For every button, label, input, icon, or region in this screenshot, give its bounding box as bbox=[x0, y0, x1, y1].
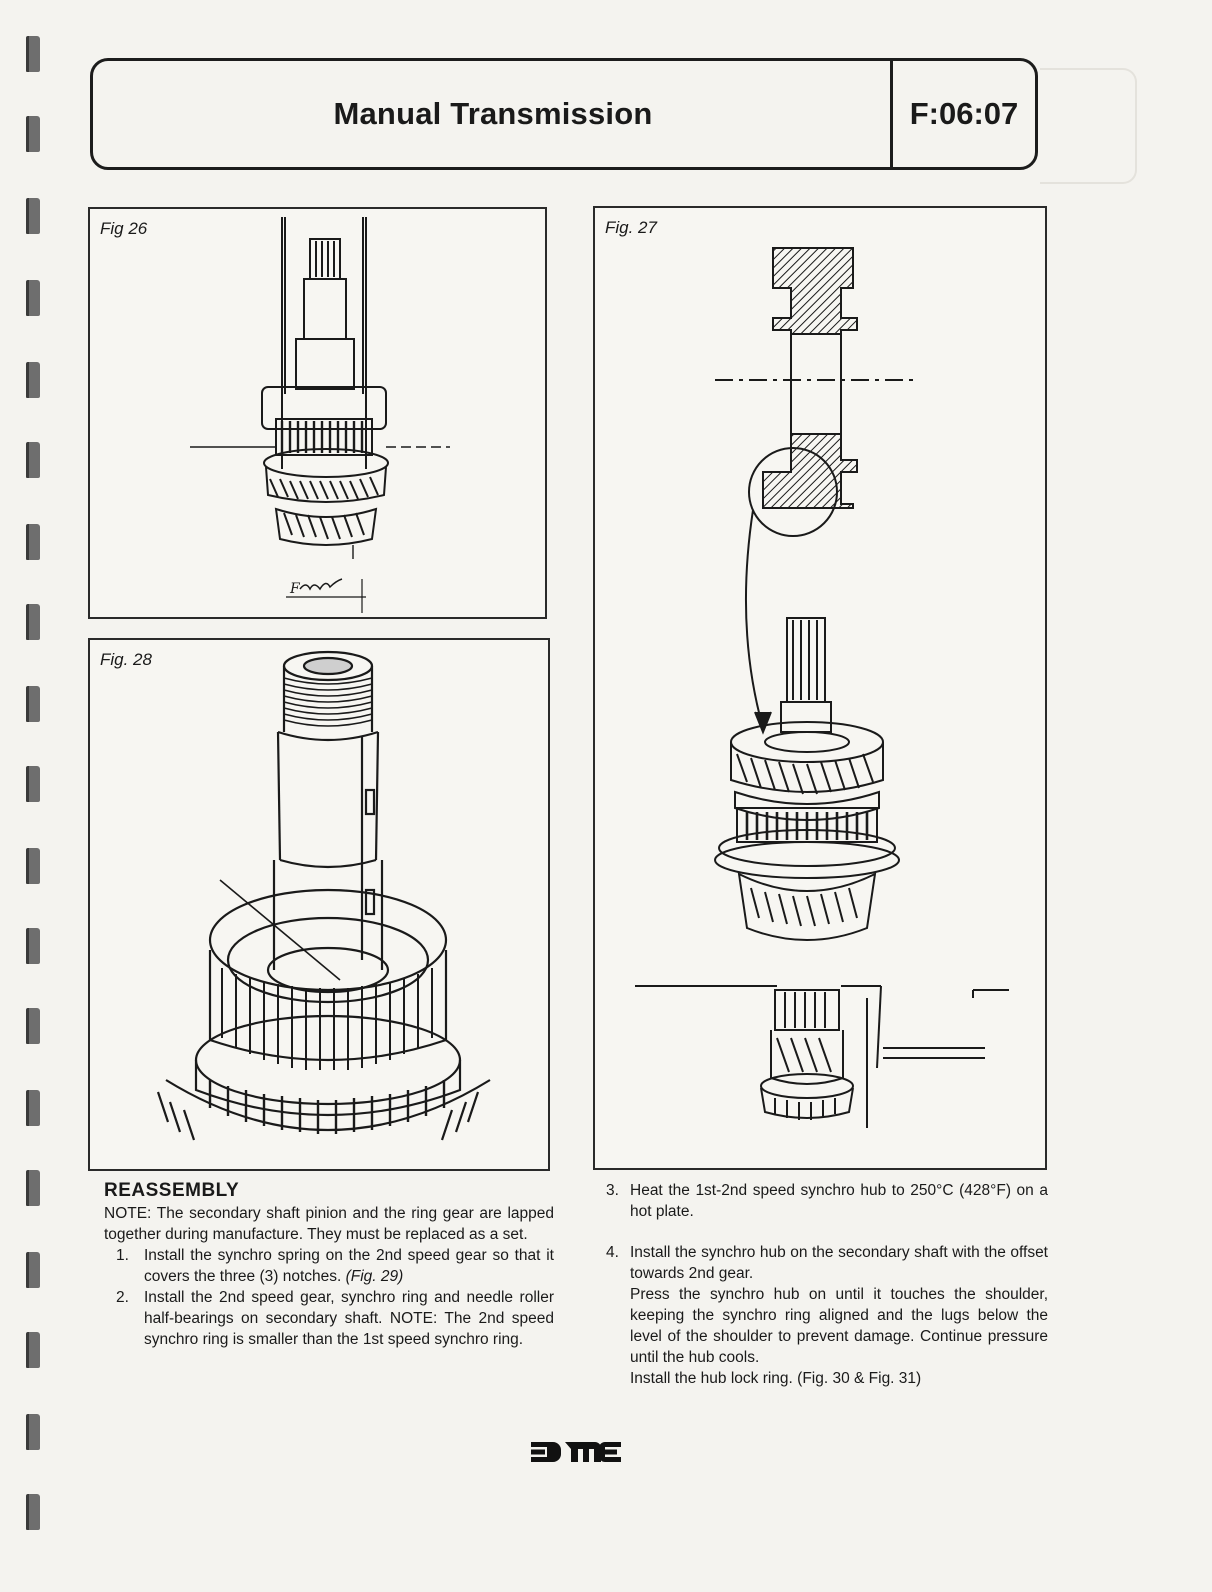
press-text-a: Press the synchro hub on bbox=[630, 1286, 836, 1303]
synchro-hub-section-illustration bbox=[595, 208, 1045, 1168]
step-text: Heat the 1st-2nd speed synchro hub to 250°C (428°F) on a hot plate. bbox=[630, 1182, 1048, 1220]
part-number-label: F bbox=[290, 581, 300, 597]
page-code: F:06:07 bbox=[909, 96, 1019, 131]
install-text: Install the hub lock ring. bbox=[630, 1370, 798, 1387]
step-note: NOTE: The 2nd speed synchro ring is smaller than the 1st speed synchro ring. bbox=[144, 1310, 554, 1348]
reassembly-right-column bbox=[606, 1180, 1048, 1389]
figure-reference: (Fig. 29) bbox=[345, 1268, 404, 1285]
step-number: 4. bbox=[606, 1244, 619, 1261]
reassembly-left-column bbox=[104, 1180, 554, 1350]
figure-reference: (Fig. 30 & Fig. 31) bbox=[797, 1370, 922, 1387]
section-heading: REASSEMBLY bbox=[104, 1180, 240, 1201]
page-title: Manual Transmission bbox=[333, 96, 653, 131]
reassembly-note: NOTE: The secondary shaft pinion and the ring gear are lapped together during manufacture. They must be replaced as a set. bbox=[104, 1205, 554, 1243]
synchro-hub-illustration bbox=[90, 640, 548, 1169]
press-text-b: the shoulder, keeping the synchro ring aligned and the lugs below the level of the shoulder to prevent damage. Continue pressure until the hub cools. bbox=[630, 1286, 1049, 1366]
page-header bbox=[90, 58, 1038, 170]
step-text: Install the synchro hub on the secondary shaft with the offset towards 2nd gear. bbox=[630, 1244, 1048, 1282]
figure-caption: Fig 26 bbox=[100, 219, 148, 238]
bleed-through-tab bbox=[1040, 68, 1137, 184]
step-number: 3. bbox=[606, 1182, 619, 1199]
figure-27 bbox=[593, 206, 1047, 1170]
step-3 bbox=[606, 1180, 1048, 1222]
figure-28 bbox=[88, 638, 550, 1171]
figure-caption: Fig. 27 bbox=[605, 218, 657, 237]
step-number: 1. bbox=[116, 1247, 129, 1264]
step-2 bbox=[104, 1287, 554, 1350]
figure-26 bbox=[88, 207, 547, 619]
dmc-logo bbox=[531, 1440, 621, 1464]
step-4 bbox=[606, 1242, 1048, 1389]
step-text: Install the 2nd speed gear, synchro ring and needle roller half-bearings on secondary shaft. bbox=[144, 1289, 554, 1327]
step-number: 2. bbox=[116, 1289, 129, 1306]
step-text: Install the synchro spring on the 2nd speed gear so that it covers the three (3) notches. bbox=[144, 1247, 554, 1285]
gear-shaft-illustration bbox=[90, 209, 545, 617]
figure-caption: Fig. 28 bbox=[100, 650, 152, 669]
step-1 bbox=[104, 1245, 554, 1287]
press-text-italic: until it touches bbox=[835, 1286, 945, 1303]
